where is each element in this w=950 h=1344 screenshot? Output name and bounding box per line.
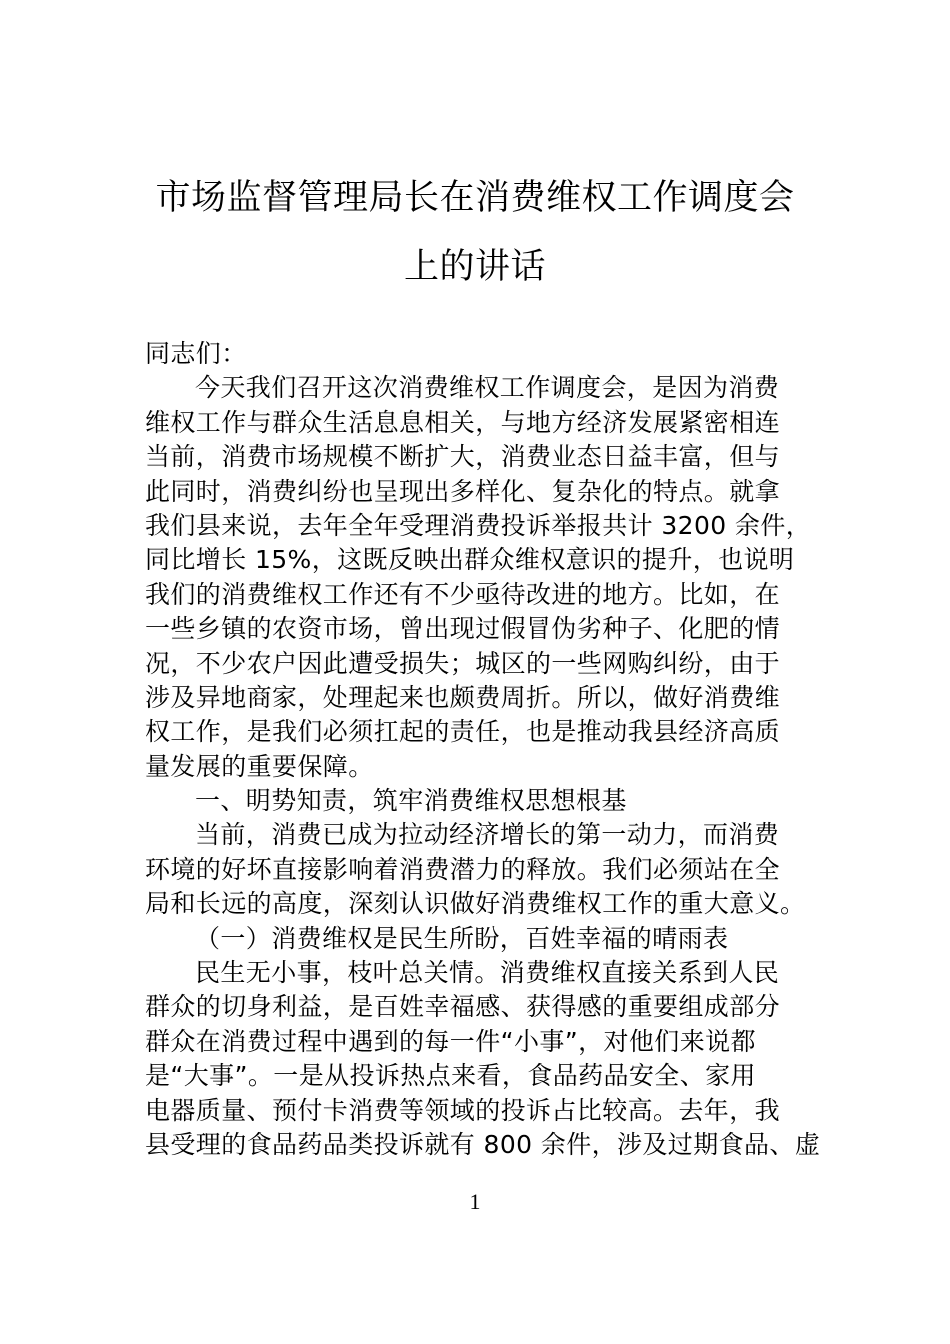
paragraph-line: 县受理的食品药品类投诉就有 800 余件，涉及过期食品、虚 [145, 1129, 821, 1159]
paragraph-line: 我们的消费维权工作还有不少亟待改进的地方。比如，在 [145, 579, 781, 609]
subsection-heading: （一）消费维权是民生所盼，百姓幸福的晴雨表 [195, 923, 729, 953]
paragraph-line: 群众的切身利益，是百姓幸福感、获得感的重要组成部分 [145, 992, 781, 1022]
paragraph-line: 况，不少农户因此遭受损失；城区的一些网购纠纷，由于 [145, 648, 781, 678]
paragraph-line: 此同时，消费纠纷也呈现出多样化、复杂化的特点。就拿 [145, 476, 781, 506]
paragraph-line: 民生无小事，枝叶总关情。消费维权直接关系到人民 [195, 958, 780, 988]
section-heading: 一、明势知责，筑牢消费维权思想根基 [195, 786, 627, 816]
paragraph-line: 当前，消费已成为拉动经济增长的第一动力，而消费 [195, 820, 780, 850]
document-body [145, 337, 821, 1162]
paragraph-line: 是“大事”。一是从投诉热点来看，食品药品安全、家用 [145, 1061, 756, 1091]
paragraph-line: 今天我们召开这次消费维权工作调度会，是因为消费 [195, 373, 780, 403]
paragraph-line: 群众在消费过程中遇到的每一件“小事”，对他们来说都 [145, 1026, 756, 1056]
paragraph-line: 当前，消费市场规模不断扩大，消费业态日益丰富，但与 [145, 442, 781, 472]
paragraph-line: 环境的好坏直接影响着消费潜力的释放。我们必须站在全 [145, 854, 781, 884]
paragraph-line: 局和长远的高度，深刻认识做好消费维权工作的重大意义。 [145, 889, 806, 919]
salutation: 同志们： [145, 339, 247, 368]
paragraph-line: 量发展的重要保障。 [145, 751, 374, 781]
paragraph-line: 权工作，是我们必须扛起的责任，也是推动我县经济高质 [145, 717, 781, 747]
paragraph-line: 电器质量、预付卡消费等领域的投诉占比较高。去年，我 [145, 1095, 781, 1125]
paragraph-line: 一些乡镇的农资市场，曾出现过假冒伪劣种子、化肥的情 [145, 614, 781, 644]
page-number: 1 [469, 1189, 481, 1214]
paragraph-line: 我们县来说，去年全年受理消费投诉举报共计 3200 余件， [145, 510, 812, 540]
paragraph-line: 同比增长 15%，这既反映出群众维权意识的提升，也说明 [145, 545, 795, 575]
document-title-line-1: 市场监督管理局长在消费维权工作调度会 [155, 178, 795, 218]
document-title-line-2: 上的讲话 [403, 247, 546, 287]
paragraph-line: 涉及异地商家，处理起来也颇费周折。所以，做好消费维 [145, 682, 781, 712]
paragraph-line: 维权工作与群众生活息息相关，与地方经济发展紧密相连 [145, 407, 781, 437]
